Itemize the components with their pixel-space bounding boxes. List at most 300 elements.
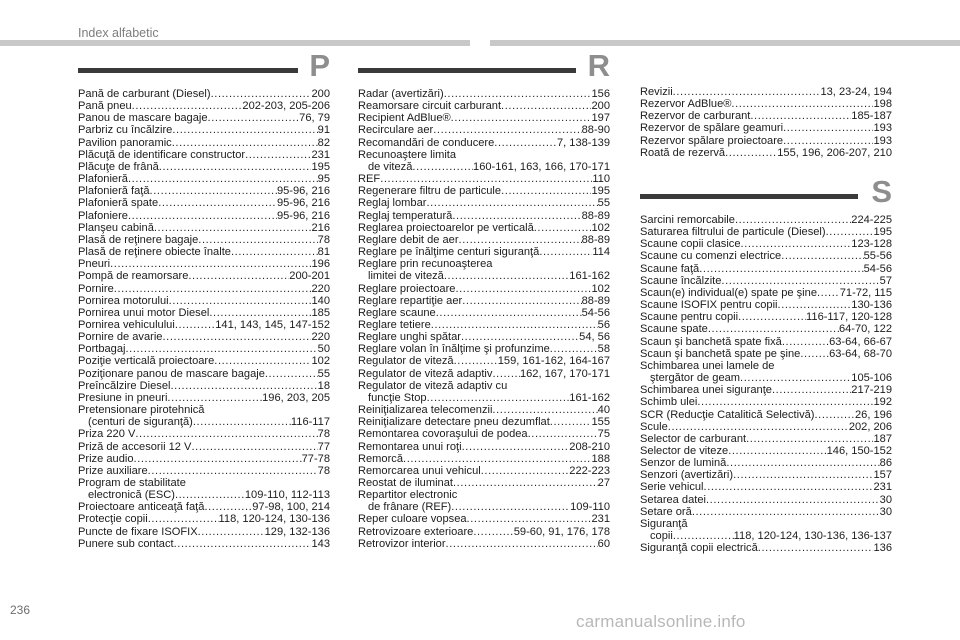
entry-pages: 157 [873,469,892,482]
dot-leader [175,489,245,501]
index-entry [358,477,610,489]
dot-leader [132,100,243,112]
entry-term: Priză de accesorii 12 V [78,440,192,453]
entry-pages: 141, 143, 145, 147-152 [215,318,330,331]
entry-term: Sarcini remorcabile [640,214,735,226]
entry-subterm: funcţie Stop [368,391,427,404]
entry-term: Revizii [640,86,673,98]
index-entry [640,226,892,238]
index-entry [78,112,330,124]
section-r-continued [640,86,892,159]
dot-leader [750,110,851,122]
section-p [78,48,330,550]
entry-term: Rezervor AdBlue® [640,98,732,111]
entry-term: Pompă de reamorsare [78,270,189,283]
entry-pages: 27 [597,477,610,489]
entry-pages: 161-162 [569,391,610,404]
index-entry [358,453,610,465]
index-entry [358,149,610,173]
dot-leader [673,530,734,542]
index-entry [358,88,610,100]
entry-pages: 143 [311,537,330,550]
entry-pages: 220 [311,331,330,344]
dot-leader [169,295,312,307]
dot-leader [772,384,851,396]
index-entry [358,137,610,149]
section-letter: S [871,174,892,209]
entry-pages: 30 [879,505,892,518]
entry-term: Priza 220 V [78,428,136,441]
dot-leader [746,433,873,445]
entry-pages: 185 [311,306,330,319]
dot-leader [740,372,851,384]
entry-pages: 55-56 [863,250,892,263]
entry-pages: 160-161, 163, 166, 170-171 [473,160,610,173]
entry-term: Pornire de avarie [78,331,163,344]
entry-pages: 118, 120-124, 130-136 [218,513,330,526]
entry-term: Reostat de iluminat [358,477,453,489]
dot-leader [426,197,597,209]
index-entry [78,513,330,525]
dot-leader [731,98,873,110]
dot-leader [733,469,873,481]
entry-pages: 140 [311,294,330,307]
index-entry [640,360,892,384]
entry-subterm: de viteză [368,160,413,173]
entry-pages: 136 [873,542,892,555]
entry-term: Siguranţă copii electrică [640,542,758,555]
index-entry [640,135,892,147]
dot-leader [231,246,318,258]
entry-subterm: (centuri de siguranţă) [88,416,193,429]
entry-term: Reglarea proiectoarelor pe verticală [358,221,534,234]
dot-leader [528,428,598,440]
index-entry [640,506,892,518]
entry-subterm: limitei de viteză [368,270,444,283]
index-entry [358,331,610,343]
index-entry [78,465,330,477]
entry-pages: 196 [311,258,330,271]
dot-leader [721,275,879,287]
index-entry [78,368,330,380]
dot-leader [172,124,317,136]
index-entry [358,489,610,513]
entry-term: Schimb ulei [640,396,698,409]
entry-term: Scaune copii clasice [640,238,741,251]
dot-leader [467,513,592,525]
entry-term: Pornire [78,282,114,295]
index-entry [640,542,892,554]
dot-leader [501,100,591,112]
section-rule [358,68,576,73]
entry-pages: 224-225 [851,214,892,226]
dot-leader [778,299,852,311]
entry-pages: 118, 120-124, 130-136, 136-137 [733,530,892,543]
entry-term: Selector de viteze [640,444,729,457]
index-entry [78,453,330,465]
entry-pages: 156 [591,88,610,100]
entry-pages: 77-78 [301,452,330,465]
index-entry [78,137,330,149]
index-entry [358,222,610,234]
dot-leader [209,307,311,319]
entry-term: Recipient AdBlue® [358,112,451,125]
index-entry [78,319,330,331]
dot-leader [148,465,318,477]
dot-leader [814,409,855,421]
entry-pages: 78 [317,464,330,477]
index-entry [640,275,892,287]
index-entry [640,348,892,360]
index-entry [640,481,892,493]
dot-leader [162,331,311,343]
index-entry [358,307,610,319]
index-entry [640,421,892,433]
index-entry [78,234,330,246]
entry-term: Retrovizoare exterioare [358,525,474,538]
entry-pages: 231 [311,148,330,161]
index-entry [358,368,610,380]
dot-leader [159,161,312,173]
index-entry [78,88,330,100]
dot-leader [134,453,302,465]
dot-leader [172,137,318,149]
index-entry [640,494,892,506]
index-entry [640,384,892,396]
dot-leader [783,122,873,134]
entry-term: Schimbarea unei lamele de [640,359,775,372]
dot-leader [128,210,277,222]
entry-term: Scaun(e) individual(e) spate pe şine [640,286,817,299]
dot-leader [668,421,849,433]
index-title: Index alfabetic [78,26,159,40]
dot-leader [403,453,591,465]
entry-pages: 116-117, 120-128 [806,311,892,324]
entry-pages: 95-96, 216 [276,197,330,210]
index-entry [640,86,892,98]
dot-leader [826,226,874,238]
dot-leader [446,538,598,550]
entry-term: Reglare debit de aer [358,233,459,246]
dot-leader [245,149,311,161]
dot-leader [128,173,318,185]
dot-leader [453,477,598,489]
entry-pages: 57 [879,274,892,287]
dot-leader [444,88,592,100]
index-entry [358,100,610,112]
dot-leader [427,392,570,404]
index-entry [78,283,330,295]
dot-leader [454,355,498,367]
index-entry [640,433,892,445]
dot-leader [706,494,880,506]
index-entry [78,355,330,367]
entry-term: Recirculare aer [358,124,434,137]
entry-pages: 77 [317,440,330,453]
entry-term: REF [358,173,381,186]
entry-pages: 130-136 [851,299,892,312]
dot-leader [462,441,570,453]
dot-leader [451,501,570,513]
dot-leader [170,380,317,392]
entry-pages: 88-89 [581,233,610,246]
dot-leader [758,542,874,554]
entry-term: Recomandări de conducere [358,136,495,149]
index-entry [358,258,610,282]
index-entry [358,513,610,525]
index-entry [358,234,610,246]
dot-leader [492,404,597,416]
entry-term: Reglare pe înălţime centuri siguranţă [358,246,540,259]
index-entry [78,258,330,270]
index-entry [358,197,610,209]
entry-term: Parbriz cu încălzire [78,124,173,137]
entry-pages: 202-203, 205-206 [242,100,330,113]
dot-leader [481,465,570,477]
entry-pages: 129, 132-136 [264,525,330,538]
entry-pages: 208-210 [569,440,610,453]
dot-leader [708,323,839,335]
entry-term: Panou de mascare bagaje [78,112,208,125]
index-entry [78,380,330,392]
entry-term: Reamorsare circuit carburant [358,100,502,113]
entry-subterm: ştergător de geam [650,372,741,385]
index-entry [78,124,330,136]
entry-pages: 198 [873,98,892,111]
entry-term: Remorcă [358,452,404,465]
entry-term: Plasă de reţinere bagaje [78,233,199,246]
index-entry [640,396,892,408]
entry-pages: 7, 138-139 [556,136,610,149]
entry-term: Reglare volan în înălţime şi profunzime [358,343,550,356]
entry-term: Protecţie copii [78,513,148,526]
entry-pages: 222-223 [569,464,610,477]
entry-term: Plafoniere [78,209,128,222]
entry-term: Program de stabilitate [78,477,186,489]
entry-term: Schimbarea unei siguranţe [640,384,772,397]
index-entry [640,250,892,262]
entry-pages: 78 [317,233,330,246]
entry-term: Punere sub contact [78,537,174,550]
entry-term: Retrovizor interior [358,537,446,550]
index-entry [640,122,892,134]
index-entry [358,404,610,416]
dot-leader [436,307,582,319]
entry-pages: 102 [591,221,610,234]
dot-leader [158,197,277,209]
entry-term: Selector de carburant [640,432,747,445]
entry-pages: 95-96, 216 [276,209,330,222]
dot-leader [783,135,873,147]
entry-term: Reglare prin recunoaşterea [358,258,493,271]
entry-term: Recunoaştere limita [358,148,457,161]
dot-leader [492,368,519,380]
entry-pages: 196, 203, 205 [262,391,330,404]
dot-leader [462,295,581,307]
entry-term: Poziţionare panou de mascare bagaje [78,367,265,380]
dot-leader [461,331,579,343]
entry-term: Reglare proiectoare [358,282,456,295]
entry-pages: 88-90 [581,124,610,137]
page-number: 236 [10,603,31,617]
entry-term: Remorcarea unui vehicul [358,464,481,477]
dot-leader [741,238,852,250]
header-bar-right [490,40,960,46]
entry-pages: 200 [591,100,610,113]
entry-term: Proiectoare anticeaţă faţă [78,501,205,514]
dot-leader [455,283,591,295]
entry-term: Remontarea covoraşului de podea [358,428,528,441]
index-entry [78,210,330,222]
entry-term: Pneuri [78,258,111,271]
index-entry [78,270,330,282]
entry-term: Preîncălzire Diesel [78,379,171,392]
entry-pages: 202, 206 [848,420,892,433]
index-entry [78,526,330,538]
dot-leader [154,222,312,234]
entry-pages: 188 [591,452,610,465]
entry-pages: 114 [592,246,610,259]
index-entry [640,98,892,110]
dot-leader [444,270,569,282]
dot-leader [265,368,318,380]
dot-leader [781,250,863,262]
index-entry [358,428,610,440]
index-entry [78,343,330,355]
dot-leader [534,222,592,234]
dot-leader [204,501,252,513]
entry-pages: 55 [317,367,330,380]
dot-leader [817,287,840,299]
entry-pages: 71-72, 115 [839,286,892,299]
index-entry [78,246,330,258]
index-entry [640,518,892,542]
dot-leader [738,311,806,323]
entry-term: Regenerare filtru de particule [358,185,502,198]
entry-pages: 155, 196, 206-207, 210 [777,146,892,159]
entry-term: Reper culoare vopsea [358,513,467,526]
entry-pages: 200-201 [289,270,330,283]
entry-pages: 217-219 [851,384,892,397]
index-entry [358,112,610,124]
entry-pages: 82 [317,136,330,149]
entry-subterm: copii [650,530,673,543]
entry-pages: 13, 23-24, 194 [820,86,892,98]
entry-pages: 193 [873,122,892,135]
entry-pages: 216 [311,221,330,234]
entry-term: Plăcuţă de identificare constructor [78,148,246,161]
index-entry [640,287,892,299]
index-entry [358,210,610,222]
entry-term: Rezervor de spălare geamuri [640,122,784,135]
index-entry [358,124,610,136]
entry-subterm: de frânare (REF) [368,501,452,514]
dot-leader [494,137,557,149]
entry-term: Plăcuţe de frână [78,160,159,173]
dot-leader [550,416,592,428]
watermark: carmanualsonline.info [576,612,746,631]
dot-leader [704,481,874,493]
entry-term: Pornirea vehiculului [78,318,175,331]
index-entry [640,445,892,457]
dot-leader [800,348,829,360]
entry-pages: 30 [879,493,892,506]
entry-term: Plafonieră faţă [78,185,150,198]
entry-pages: 109-110, 112-113 [244,489,330,502]
dot-leader [148,513,219,525]
entry-term: Reglare unghi spătar [358,331,461,344]
entry-pages: 91 [317,124,330,137]
section-heading-s [640,174,892,212]
entry-pages: 88-89 [581,209,610,222]
index-entry [78,149,330,161]
dot-leader [673,86,821,98]
dot-leader [211,88,312,100]
dot-leader [550,343,598,355]
entry-term: Reiniţializarea telecomenzii [358,404,493,417]
section-letter: P [309,48,330,83]
dot-leader [188,270,289,282]
dot-leader [782,336,829,348]
dot-leader [728,445,826,457]
index-entry [640,238,892,250]
index-entry [78,161,330,173]
dot-leader [451,112,592,124]
index-entry [640,263,892,275]
index-entry [78,501,330,513]
index-entry [640,147,892,159]
entry-term: Scaune pentru copii [640,311,739,324]
dot-leader [699,263,863,275]
entry-term: Scaun şi banchetă spate fixă [640,335,782,348]
index-entry [640,409,892,421]
entry-term: Scule [640,420,668,433]
dot-leader [735,214,851,226]
entry-term: Plafonieră spate [78,197,159,210]
index-entry [358,246,610,258]
dot-leader [110,258,311,270]
entry-term: Scaune spate [640,323,708,336]
entry-pages: 86 [879,457,892,470]
index-entry [78,404,330,428]
entry-term: Plasă de reţinere obiecte înalte [78,246,231,259]
entry-term: Pană de carburant (Diesel) [78,88,211,100]
entry-term: Pretensionare pirotehnică [78,404,205,417]
entry-term: Poziţie verticală proiectoare [78,355,215,368]
dot-leader [431,319,598,331]
dot-leader [126,343,318,355]
index-entry [358,185,610,197]
entry-term: SCR (Reducţie Catalitică Selectivă) [640,408,815,421]
entry-term: Reglare repartiţie aer [358,294,463,307]
index-entry [358,283,610,295]
entry-term: Scaune încălzite [640,274,722,287]
index-entry [78,477,330,501]
entry-term: Setare oră [640,505,692,518]
entry-pages: 192 [873,396,892,409]
entry-term: Pornirea motorului [78,294,169,307]
index-entry [358,355,610,367]
entry-term: Roată de rezervă [640,146,726,159]
dot-leader [501,185,591,197]
section-s [640,174,892,555]
entry-term: Pavilion panoramic [78,136,172,149]
entry-pages: 54-56 [581,306,610,319]
entry-pages: 95 [317,173,330,186]
dot-leader [214,355,311,367]
entry-term: Setarea datei [640,493,706,506]
index-entry [78,197,330,209]
